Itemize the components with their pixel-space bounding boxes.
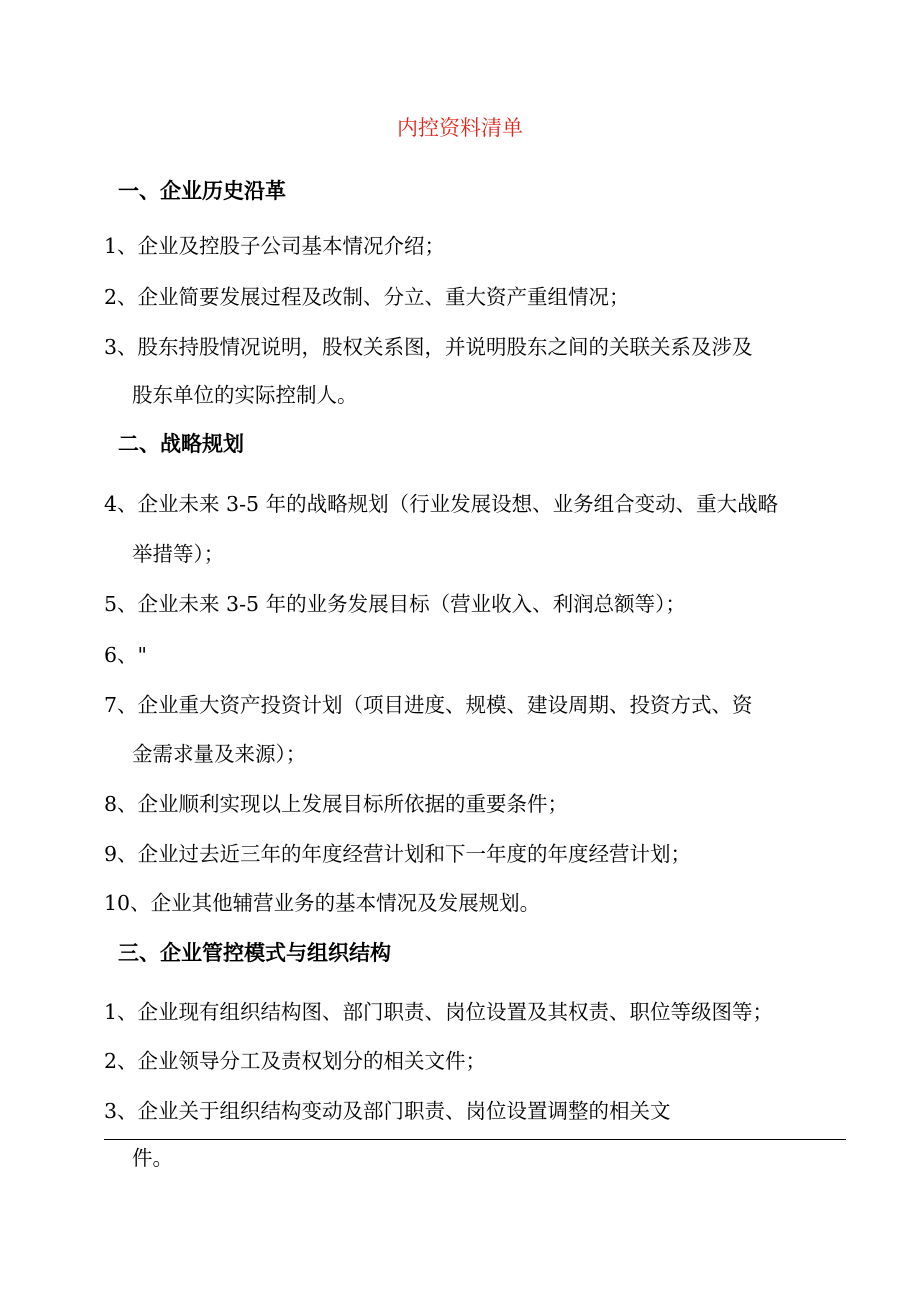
section-heading-strategy: 二、战略规划 [118, 432, 244, 456]
list-item: 3、股东持股情况说明，股权关系图，并说明股东之间的关联关系及涉及 [104, 335, 753, 359]
section-heading-history: 一、企业历史沿革 [118, 179, 286, 203]
list-item: 1、企业及控股子公司基本情况介绍； [104, 234, 446, 258]
list-item: 2、企业领导分工及责权划分的相关文件； [104, 1049, 487, 1073]
list-item: 5、企业未来 3-5 年的业务发展目标（营业收入、利润总额等）； [104, 592, 686, 616]
list-item: 9、企业过去近三年的年度经营计划和下一年度的年度经营计划； [104, 842, 692, 866]
footer-divider [104, 1139, 846, 1140]
list-item: 3、企业关于组织结构变动及部门职责、岗位设置调整的相关文 [104, 1099, 671, 1123]
list-item-continuation: 件。 [132, 1146, 173, 1170]
list-item: 7、企业重大资产投资计划（项目进度、规模、建设周期、投资方式、资 [104, 693, 753, 717]
list-item: 8、企业顺利实现以上发展目标所依据的重要条件； [104, 792, 569, 816]
section-heading-governance: 三、企业管控模式与组织结构 [118, 941, 391, 965]
list-item: 6、" [104, 643, 147, 667]
list-item: 4、企业未来 3-5 年的战略规划（行业发展设想、业务组合变动、重大战略 [104, 492, 779, 516]
list-item: 2、企业简要发展过程及改制、分立、重大资产重组情况； [104, 285, 630, 309]
list-item-continuation: 举措等）； [132, 542, 225, 566]
list-item-continuation: 股东单位的实际控制人。 [132, 383, 358, 407]
list-item: 1、企业现有组织结构图、部门职责、岗位设置及其权责、职位等级图等； [104, 1000, 774, 1024]
list-item: 10、企业其他辅营业务的基本情况及发展规划。 [104, 891, 541, 915]
document-title: 内控资料清单 [397, 116, 523, 140]
list-item-continuation: 金需求量及来源）； [132, 742, 307, 766]
